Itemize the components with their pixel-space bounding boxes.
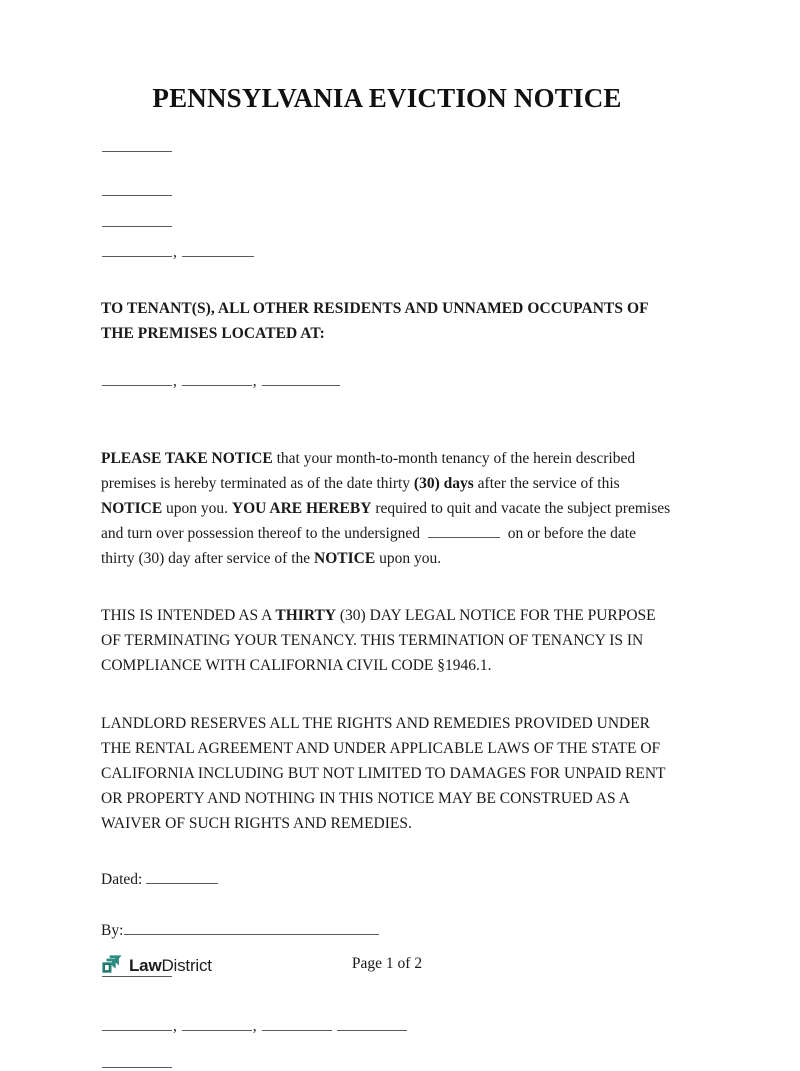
field-gap (101, 156, 673, 183)
signature-blank[interactable] (124, 921, 379, 935)
notice-text-3: upon you. (162, 499, 232, 517)
intent-text-2: (30) DAY LEGAL NOTICE FOR THE PURPOSE OF TERMINATING YOUR TENANCY. THIS TERMINATION OF TENANCY IS IN COMPLIANCE WITH CALIFORNIA CIVIL CODE §1946.1. (101, 607, 656, 675)
paragraph-spacer (101, 836, 673, 868)
landlord-street-blank[interactable] (102, 1017, 172, 1031)
paragraph-spacer (101, 571, 673, 603)
dated-row (101, 868, 673, 893)
notice-text-2: after the service of this (473, 474, 620, 492)
notice-paragraph (101, 446, 673, 572)
field-gap (101, 200, 673, 213)
premises-street-blank[interactable] (102, 372, 172, 386)
landlord-phone-field-row (101, 1054, 673, 1071)
intent-text-1: THIS IS INTENDED AS A (101, 607, 276, 625)
field-comma: , (252, 1017, 261, 1035)
field-comma: , (173, 243, 181, 261)
field-gap (101, 230, 673, 243)
intent-paragraph (101, 603, 673, 678)
notice-bold-notice-first: NOTICE (101, 499, 163, 517)
premises-city-blank[interactable] (182, 372, 252, 386)
sender-city-field-row (101, 213, 673, 230)
notice-bold-hereby: YOU ARE HEREBY (231, 499, 372, 517)
dated-blank[interactable] (146, 870, 218, 884)
sender-state-blank[interactable] (102, 243, 172, 257)
logo-word-district: District (161, 955, 212, 975)
landlord-zip-blank[interactable] (337, 1017, 407, 1031)
field-comma: , (252, 373, 261, 391)
recipient-heading: TO TENANT(S), ALL OTHER RESIDENTS AND UNNAMED OCCUPANTS OF THE PREMISES LOCATED AT: (101, 300, 649, 343)
document-content (101, 0, 673, 1071)
field-comma: , (173, 1017, 181, 1035)
landlord-state-blank[interactable] (262, 1017, 332, 1031)
signature-spacer (101, 893, 673, 919)
field-comma: , (173, 373, 181, 391)
sender-name-field-row (101, 138, 673, 155)
sender-name-blank[interactable] (102, 138, 172, 152)
landlord-city-blank[interactable] (182, 1017, 252, 1031)
premises-address-field-row (101, 372, 673, 389)
notice-text-5: on or before the date thirty (30) day after service of the (101, 524, 636, 568)
page-footer (101, 952, 673, 986)
section-spacer (101, 260, 673, 296)
sender-city-blank[interactable] (102, 213, 172, 227)
notice-bold-days: (30) days (413, 474, 474, 492)
notice-bold-lead: PLEASE TAKE NOTICE (101, 449, 273, 467)
paragraph-spacer (101, 679, 673, 711)
sender-street-blank[interactable] (102, 183, 172, 197)
by-label: By: (101, 921, 124, 939)
logo-word-law: Law (129, 955, 162, 975)
notice-text-1: that your month-to-month tenancy of the herein described premises is hereby terminated as of the date thirty (101, 449, 636, 492)
sender-zip-blank[interactable] (182, 243, 254, 257)
page-title: PENNSYLVANIA EVICTION NOTICE (152, 83, 622, 113)
notice-bold-notice-second: NOTICE (314, 550, 376, 568)
notice-text-4: required to quit and vacate the subject premises and turn over possession thereof to the undersigned (101, 499, 671, 542)
sender-address-fields (101, 114, 673, 260)
notice-text-6: upon you. (375, 550, 442, 568)
undersigned-blank[interactable] (428, 524, 500, 538)
landlord-phone-blank[interactable] (102, 1054, 172, 1068)
section-spacer (101, 346, 673, 372)
dated-label: Dated: (101, 871, 143, 889)
premises-state-zip-blank[interactable] (262, 372, 340, 386)
landlord-address-field-row (101, 1017, 673, 1034)
signature-row (101, 919, 673, 944)
page-number-indicator: Page 1 of 2 (351, 955, 423, 972)
intent-bold-thirty: THIRTY (275, 607, 336, 625)
section-spacer (101, 390, 673, 446)
sender-state-zip-field-row (101, 243, 673, 260)
sender-street-field-row (101, 183, 673, 200)
signature-spacer (101, 1034, 673, 1054)
reservation-paragraph: LANDLORD RESERVES ALL THE RIGHTS AND REMEDIES PROVIDED UNDER THE RENTAL AGREEMENT AND UNDER APPLICABLE LAWS OF THE STATE OF CALIFORNIA INCLUDING BUT NOT LIMITED TO DAMAGES FOR UNPAID RENT OR PROPERTY AND NOTHING IN THIS NOTICE MAY BE CONSTRUED AS A WAIVER OF SUCH RIGHTS AND REMEDIES. (101, 714, 666, 832)
signature-spacer (101, 981, 673, 1017)
